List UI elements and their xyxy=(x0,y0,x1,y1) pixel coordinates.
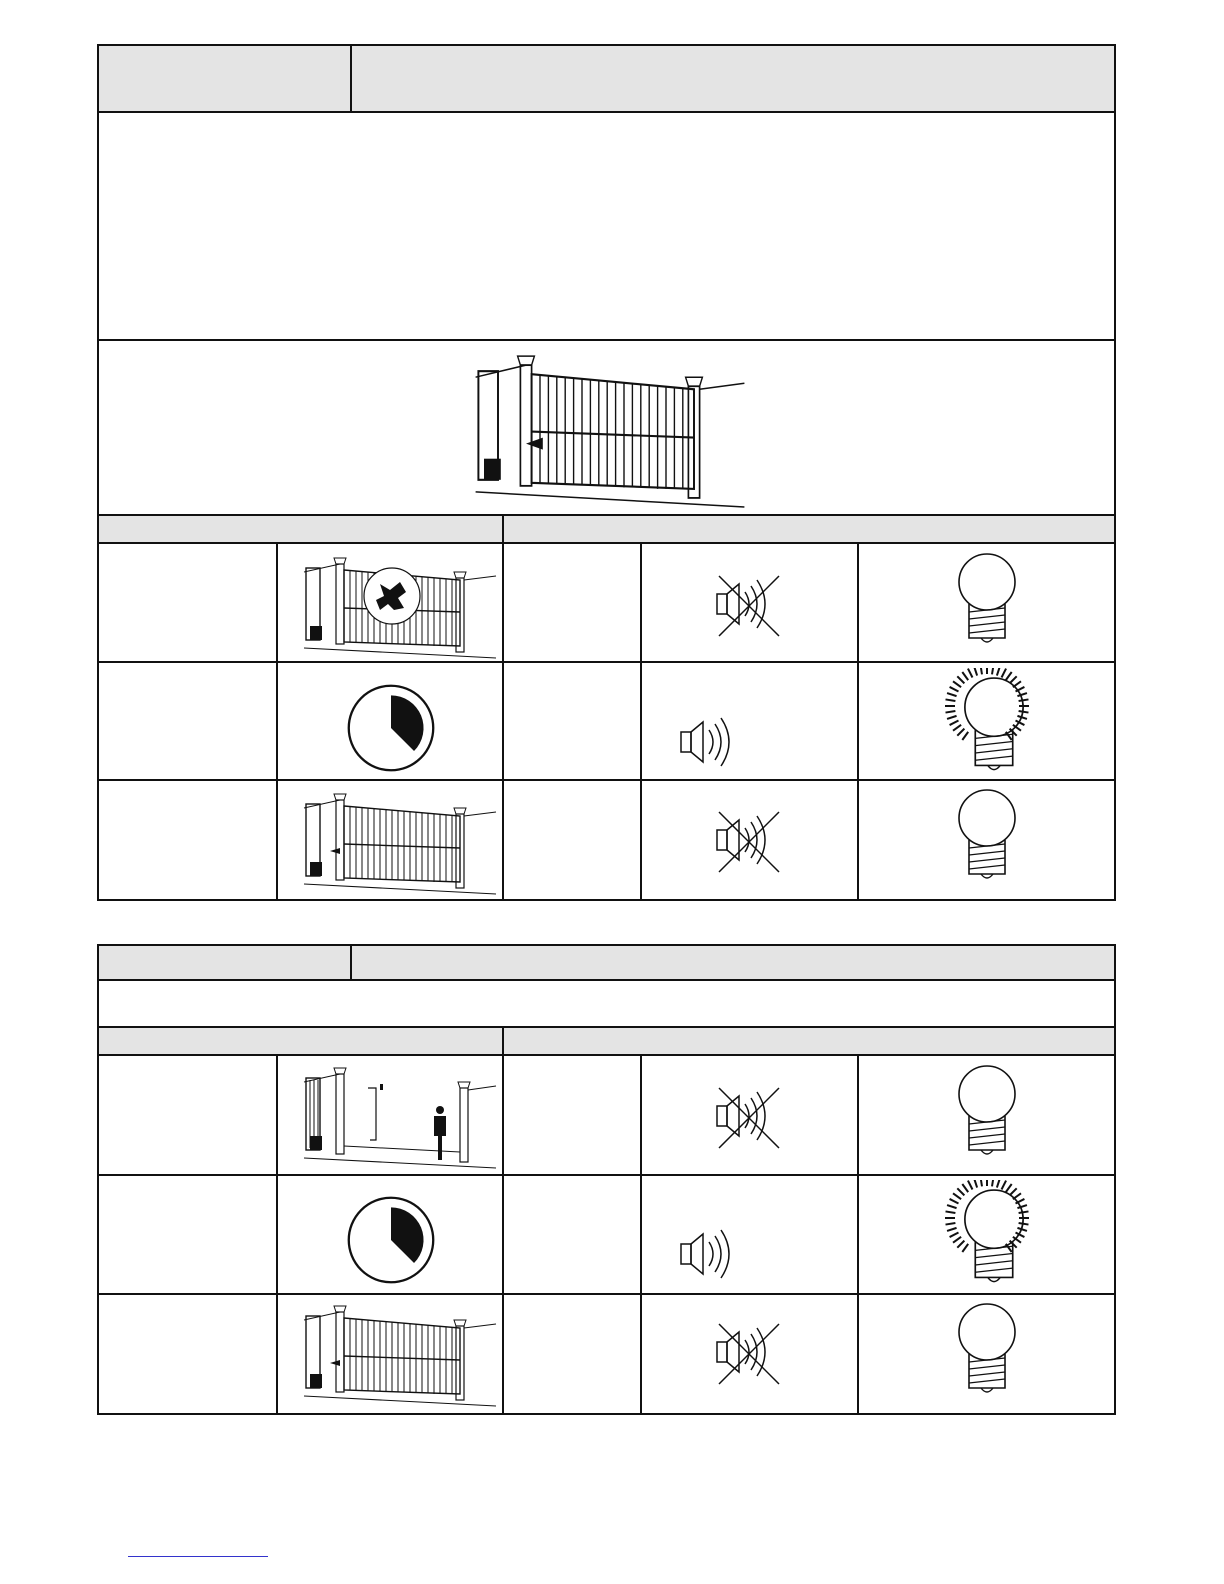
lamp-flashing-icon xyxy=(940,668,1034,772)
lamp-ray xyxy=(1002,1181,1007,1190)
lamp-ray xyxy=(950,721,959,726)
lamp-ray xyxy=(953,681,961,687)
section2-header-row xyxy=(99,946,1114,979)
lamp-ray xyxy=(1019,1211,1029,1213)
sound-muted-icon xyxy=(703,1084,783,1154)
lamp-ray xyxy=(968,669,973,678)
lamp-ray xyxy=(957,1188,964,1195)
lamp-ray xyxy=(957,1241,964,1248)
timer-icon xyxy=(343,1192,439,1288)
footer-link[interactable] xyxy=(128,1556,268,1557)
lamp-ray xyxy=(1019,1223,1029,1225)
section2-column-header-row xyxy=(99,1028,1114,1054)
lamp-ray xyxy=(992,1180,994,1186)
lamp-ray xyxy=(950,1199,959,1204)
section1-header-row xyxy=(99,46,1114,111)
sound-muted-icon xyxy=(703,1320,783,1390)
lamp-ray xyxy=(1002,669,1007,678)
lamp-off-icon xyxy=(947,552,1027,652)
lamp-ray xyxy=(980,668,982,674)
lamp-ray xyxy=(947,693,957,696)
lamp-ray xyxy=(946,711,956,713)
lamp-ray xyxy=(962,1244,968,1252)
sound-on-icon xyxy=(667,1222,747,1292)
lamp-ray xyxy=(947,1228,957,1231)
lamp-ray xyxy=(968,1181,973,1190)
lamp-ray xyxy=(997,1180,1000,1188)
gate-obstacle-icon xyxy=(300,550,500,660)
lamp-ray xyxy=(962,1184,968,1192)
lamp-ray xyxy=(1010,1188,1017,1195)
lamp-ray xyxy=(957,676,964,683)
lamp-ray xyxy=(1006,1184,1012,1192)
lamp-ray xyxy=(980,1180,982,1186)
lamp-ray xyxy=(946,1223,956,1225)
lamp-ray xyxy=(947,716,957,719)
gate-closed-icon xyxy=(300,786,500,896)
lamp-ray xyxy=(1013,1193,1021,1199)
sound-on-icon xyxy=(667,710,747,780)
lamp-ray xyxy=(950,687,959,692)
gate-person-icon xyxy=(300,1060,500,1170)
lamp-ray xyxy=(953,1237,961,1243)
lamp-ray xyxy=(997,668,1000,676)
sound-muted-icon xyxy=(703,808,783,878)
lamp-ray xyxy=(974,1180,977,1188)
lamp-ray xyxy=(957,729,964,736)
gate-closed-icon xyxy=(300,1298,500,1408)
sliding-gate-illustration xyxy=(470,344,750,510)
lamp-ray xyxy=(953,725,961,731)
lamp-ray xyxy=(962,732,968,740)
lamp-ray xyxy=(946,699,956,701)
sound-muted-icon xyxy=(703,572,783,642)
lamp-off-icon xyxy=(947,1064,1027,1164)
lamp-ray xyxy=(950,1233,959,1238)
lamp-off-icon xyxy=(947,1302,1027,1402)
timer-icon xyxy=(343,680,439,776)
lamp-ray xyxy=(962,672,968,680)
lamp-flashing-icon xyxy=(940,1180,1034,1284)
lamp-ray xyxy=(947,1205,957,1208)
lamp-ray xyxy=(1019,711,1029,713)
lamp-ray xyxy=(1013,681,1021,687)
section1-column-header-row xyxy=(99,516,1114,542)
lamp-ray xyxy=(1010,676,1017,683)
lamp-ray xyxy=(992,668,994,674)
lamp-ray xyxy=(974,668,977,676)
lamp-ray xyxy=(953,1193,961,1199)
lamp-ray xyxy=(1019,699,1029,701)
lamp-ray xyxy=(946,1211,956,1213)
lamp-ray xyxy=(1006,672,1012,680)
lamp-off-icon xyxy=(947,788,1027,888)
